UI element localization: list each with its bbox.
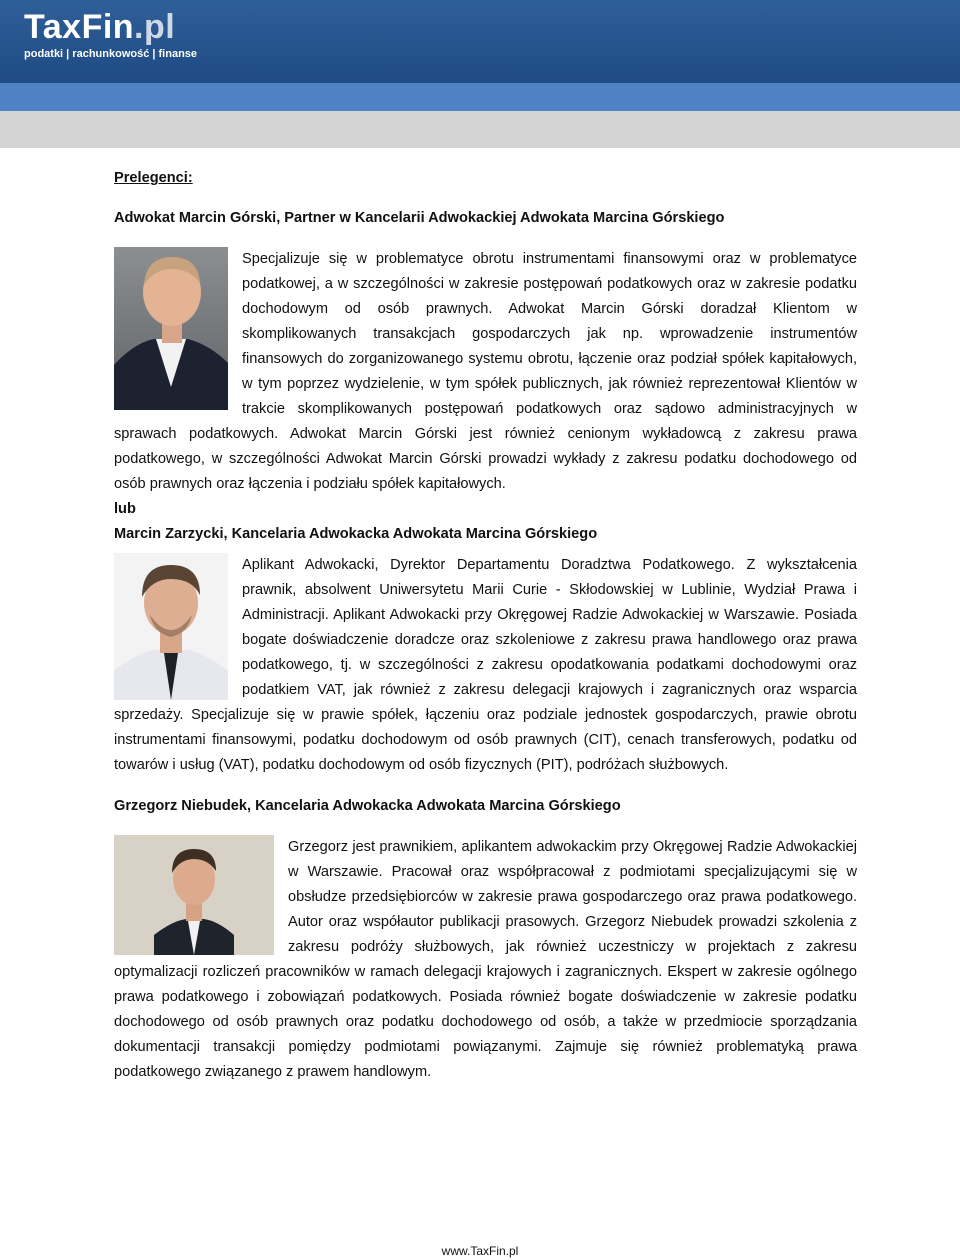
header-stripe bbox=[0, 83, 960, 111]
logo[interactable]: TaxFin.pl bbox=[24, 8, 176, 46]
speaker-name-1: Adwokat Marcin Górski, Partner w Kancelarii Adwokackiej Adwokata Marcina Górskiego bbox=[114, 210, 725, 226]
speaker-bio-3: Grzegorz jest prawnikiem, aplikantem adwokackim przy Okręgowej Radzie Adwokackiej w Warszawie. Pracował oraz współpracował z podmiotami specjalizującymi się w obsłudze przedsiębiorców w zakresie prawa gospodarczego oraz prawa podatkowego. Autor oraz współautor publikacji prasowych. Grzegorz Niebudek prowadzi szkolenia z zakresu podróży służbowych, jak również uczestniczy w projektach z zakresu optymalizacji rozliczeń pracowników w ramach delegacji krajowych i zagranicznych. Ekspert w zakresie ogólnego prawa podatkowego i zobowiązań podatkowych. Posiada również bogate doświadczenie w zakresie podatku dochodowego od osób prawnych oraz podatku dochodowego od osób, a także w przedmiocie sporządzania dokumentacji transakcji pomiędzy podmiotami powiązanymi. Zajmuje się również problematyką prawa podatkowego związanego z prawem handlowym. bbox=[114, 839, 857, 1080]
separator-lub: lub bbox=[114, 501, 136, 517]
header-banner bbox=[0, 0, 960, 83]
footer-url[interactable]: www.TaxFin.pl bbox=[441, 1244, 519, 1258]
header-gray-band bbox=[0, 111, 960, 148]
document-body bbox=[114, 166, 857, 1085]
speaker-bio-1: Specjalizuje się w problematyce obrotu instrumentami finansowymi oraz w problematyce podatkowej, a w szczególności w zakresie postępowań podatkowych oraz w zakresie podatku dochodowym od osób prawnych. Adwokat Marcin Górski doradzał Klientom w skomplikowanych transakcjach gospodarczych jak np. wprowadzenie instrumentów finansowych do zorganizowanego systemu obrotu, łączenie oraz podział spółek kapitałowych, w tym poprzez wydzielenie, w tym spółek publicznych, jak również reprezentował Klientów w trakcie skomplikowanych postępowań podatkowych oraz sądowo administracyjnych w sprawach podatkowych. Adwokat Marcin Górski jest również cenionym wykładowcą z zakresu prawa podatkowego, w szczególności Adwokat Marcin Górski prowadzi wykłady z zakresu podatku dochodowego od osób prawnych oraz łączenia i podziału spółek kapitałowych. bbox=[114, 251, 857, 492]
speaker-name-3: Grzegorz Niebudek, Kancelaria Adwokacka Adwokata Marcina Górskiego bbox=[114, 798, 621, 814]
speaker-photo-2 bbox=[114, 553, 228, 700]
speaker-name-2: Marcin Zarzycki, Kancelaria Adwokacka Adwokata Marcina Górskiego bbox=[114, 526, 598, 542]
speaker-photo-3 bbox=[114, 835, 274, 955]
speaker-photo-1 bbox=[114, 247, 228, 410]
logo-tagline: podatki | rachunkowość | finanse bbox=[24, 48, 198, 60]
section-title: Prelegenci: bbox=[114, 170, 193, 186]
speaker-bio-2: Aplikant Adwokacki, Dyrektor Departamentu Doradztwa Podatkowego. Z wykształcenia prawnik, absolwent Uniwersytetu Marii Curie - Skłodowskiej w Lublinie, Wydział Prawa i Administracji. Aplikant Adwokacki przy Okręgowej Radzie Adwokackiej w Warszawie. Posiada bogate doświadczenie doradcze oraz szkoleniowe z zakresu prawa handlowego oraz prawa podatkowego, tj. w szczególności z zakresu opodatkowania podatkami dochodowymi oraz podatkiem VAT, jak również z zakresu delegacji krajowych i zagranicznych oraz wsparcia sprzedaży. Specjalizuje się w prawie spółek, łączeniu oraz podziale jednostek gospodarczych, prawie obrotu instrumentami finansowymi, podatku dochodowym od osób prawnych (CIT), cenach transferowych, podatku od towarów i usług (VAT), podatku dochodowym od osób fizycznych (PIT), podróżach służbowych. bbox=[114, 557, 857, 773]
